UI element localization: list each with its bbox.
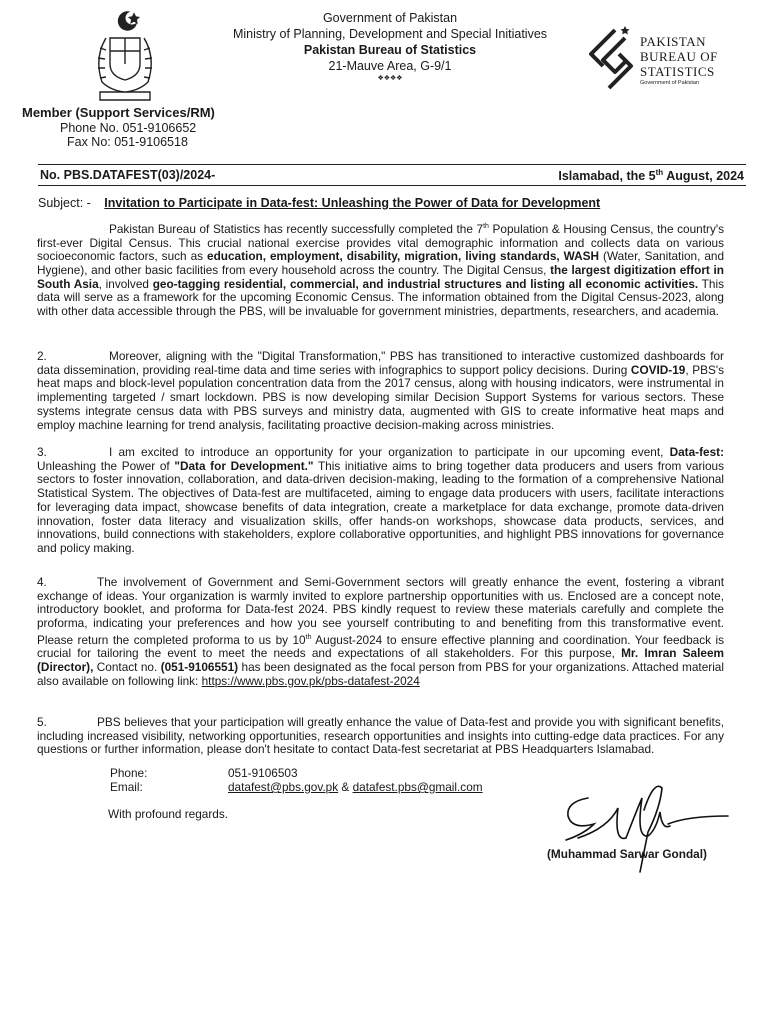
header-rule-bottom <box>38 185 746 186</box>
paragraph-2: 2. Moreover, aligning with the "Digital Transformation," PBS has transitioned to interactive customized dashboards for data dissemination, providing real-time data and time series with infographics to support policy decisions. During COVID-19, PBS's heat maps and block-level population concentration data from the 2017 census, along with housing indicators, were instrumental in implementing targeted / smart lockdown. PBS is now developing similar Decision Support Systems for various sectors. These systems integrate census data with PBS surveys and ministry data, augmented with GIS to create informative heat maps and employ machine learning for trend analysis, facilitating proactive decision-making across ministries. <box>37 349 724 432</box>
reference-number: No. PBS.DATAFEST(03)/2024- <box>40 168 216 182</box>
pbs-logo-subtitle: Government of Pakistan <box>640 80 700 86</box>
pbs-logo-wordmark: PAKISTAN BUREAU OF STATISTICS <box>640 34 718 79</box>
phone-label: Phone: <box>110 766 148 780</box>
pbs-logo <box>585 26 755 96</box>
subject-line <box>38 196 600 210</box>
header-rule-top <box>38 164 746 165</box>
bureau-address: 21-Mauve Area, G-9/1 <box>328 59 452 73</box>
contact-details: Phone: 051-9106503 Email: datafest@pbs.gov.pk & datafest.pbs@gmail.com <box>110 766 483 794</box>
signatory-name: (Muhammad Sarwar Gondal) <box>547 847 707 861</box>
ministry-name: Ministry of Planning, Development and Special Initiatives <box>232 27 548 41</box>
closing-regards: With profound regards. <box>108 807 228 821</box>
sender-title: Member (Support Services/RM) <box>22 105 215 120</box>
paragraph-3: 3. I am excited to introduce an opportunity for your organization to participate in our upcoming event, Data-fest: Unleashing the Power of "Data for Development." This initiative aims to bring together data producers and users from various sectors to foster innovation, collaboration, and data-driven decision-making, leading to the formation of a comprehensive National Statistical System. The objectives of Data-fest are multifaceted, aiming to engage data producers with users, facilitate interactions for leveraging data impact, showcase benefits of data integration, create a marketplace for data exchange, promote data-driven innovation, foster data literacy and visualization skills, offer hands-on workshops, showcase data products, services, and innovations, build connections with stakeholders, explore collaborative opportunities, and highlight PBS innovations for governance and policy making. <box>37 445 725 555</box>
subject-label: Subject: - <box>38 196 91 210</box>
paragraph-5: 5. PBS believes that your participation will greatly enhance the value of Data-fest and provide you with significant benefits, including increased visibility, networking opportunities, research opportunities and insights into cutting-edge data practices. For any questions or further information, please don't hesitate to contact Data-fest secretariat at PBS Headquarters Islamabad. <box>37 715 724 757</box>
letter-date: Islamabad, the 5th August, 2024 <box>558 168 744 184</box>
pbs-logo-mark-icon <box>585 26 637 92</box>
phone-value: 051-9106503 <box>228 766 298 780</box>
bureau-name: Pakistan Bureau of Statistics <box>303 43 477 57</box>
paragraph-1: Pakistan Bureau of Statistics has recently successfully completed the 7th Population & Housing Census, the country's first-ever Digital Census. This crucial national exercise provides vital demographic information and collects data on various socioeconomic factors, such as education, employment, disability, migration, living standards, WASH (Water, Sanitation, and Hygiene), and other basic facilities from every household across the country. The Digital Census, the largest digitization effort in South Asia, involved geo-tagging residential, commercial, and industrial structures and listing all economic activities. This data will serve as a framework for the upcoming Economic Census. The information obtained from the Digital Census-2023, along with other data accessible through the PBS, will be invaluable for government ministries, departments, researchers, and academia. <box>37 221 725 319</box>
signature-icon <box>548 780 738 880</box>
sender-block <box>22 106 215 150</box>
header-ornament: ❖❖❖❖ <box>377 75 403 82</box>
paragraph-4: 4. The involvement of Government and Semi-Government sectors will greatly enhance the event, fostering a vibrant exchange of ideas. Your organization is warmly invited to explore partnership opportunities with us. Enclosed are a concept note, introductory booklet, and proforma for Data-fest 2024. PBS kindly request to review these materials carefully and complete the proforma, indicating your preferences and how you see yourself contributing to and benefiting from this transformative event. Please return the completed proforma to us by 10th August-2024 to ensure effective planning and coordination. Your feedback is crucial for tailoring the event to meet the needs and expectations of all stakeholders. For this purpose, Mr. Imran Saleem (Director), Contact no. (051-9106551) has been designated as the focal person from PBS for your organizations. Attached material also available on following link: https://www.pbs.gov.pk/pbs-datafest-2024 <box>37 575 724 688</box>
subject-title: Invitation to Participate in Data-fest: Unleashing the Power of Data for Development <box>104 196 601 210</box>
letterhead <box>200 10 580 83</box>
sender-phone: Phone No. 051-9106652 <box>60 120 197 135</box>
email-link-2[interactable]: datafest.pbs@gmail.com <box>352 780 483 794</box>
sender-fax: Fax No: 051-9106518 <box>67 135 188 149</box>
email-link-1[interactable]: datafest@pbs.gov.pk <box>228 780 339 794</box>
email-label: Email: <box>110 780 143 794</box>
government-name: Government of Pakistan <box>322 11 458 25</box>
pakistan-state-emblem-icon <box>88 8 162 108</box>
datafest-link[interactable]: https://www.pbs.gov.pk/pbs-datafest-2024 <box>201 673 420 688</box>
